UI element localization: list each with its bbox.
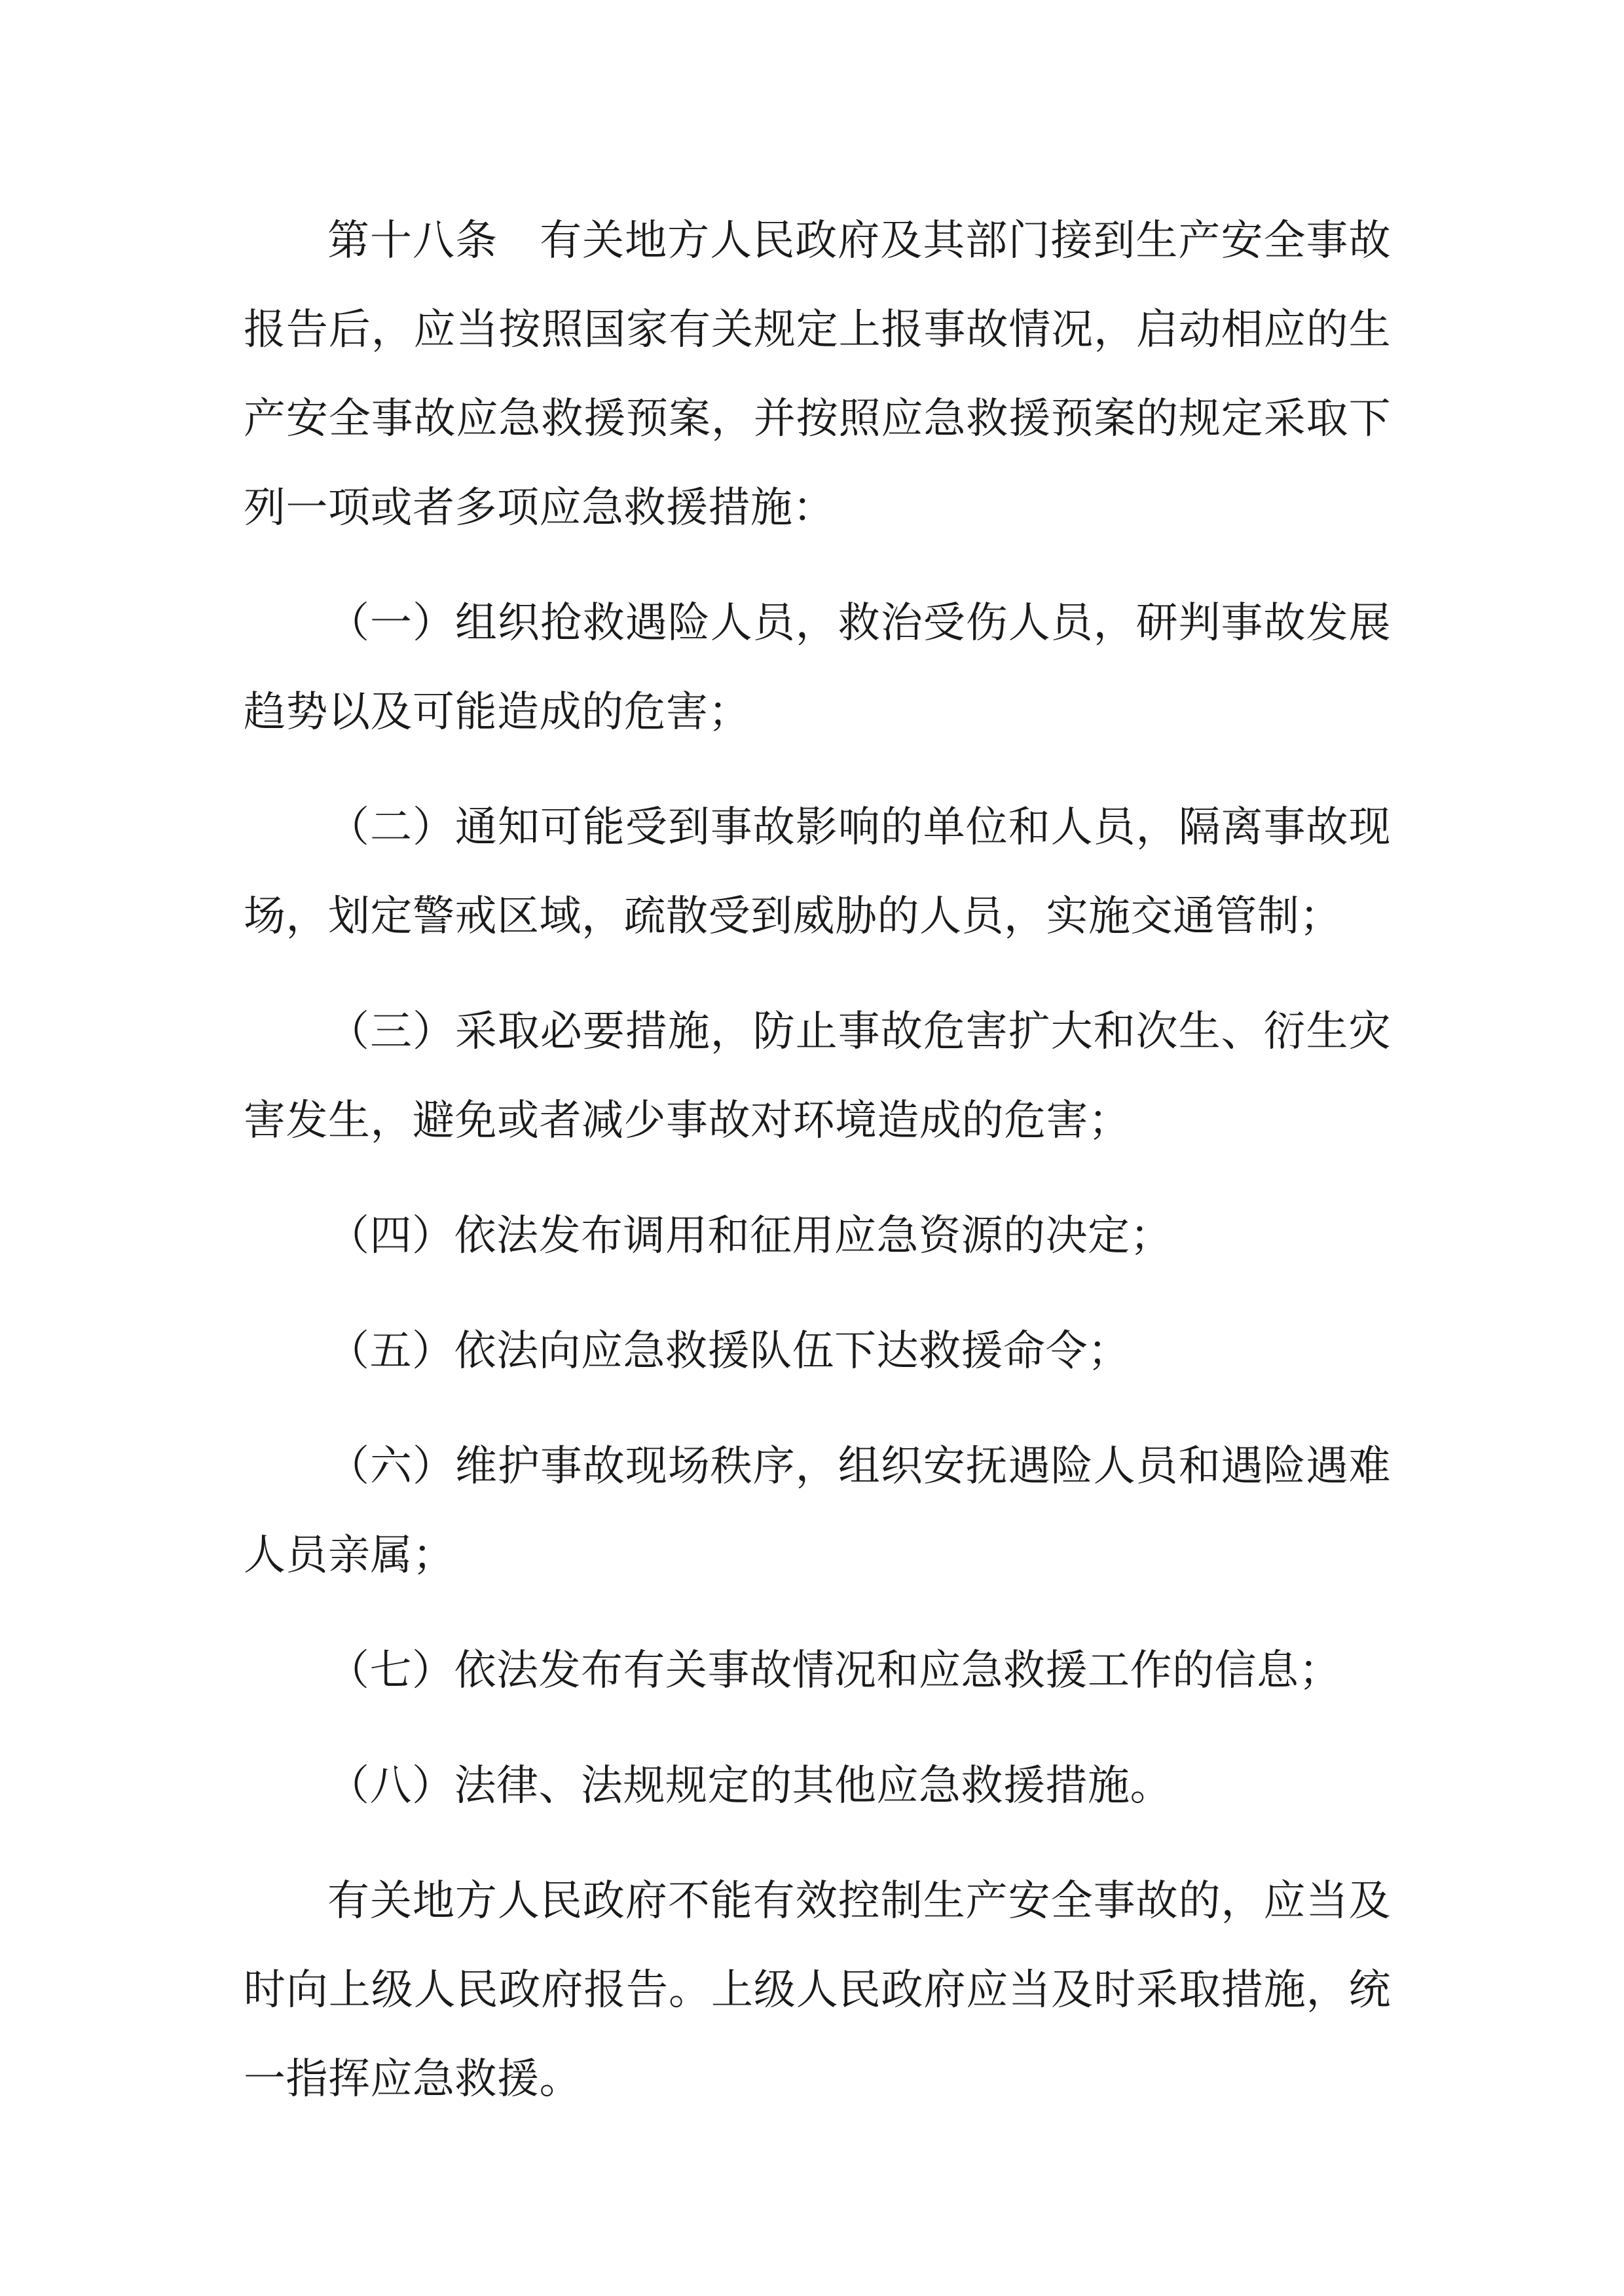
measure-item-6: （六）维护事故现场秩序，组织安抚遇险人员和遇险遇难人员亲属； <box>244 1442 1391 1580</box>
measure-item-5: （五）依法向应急救援队伍下达救援命令； <box>327 1327 1130 1376</box>
article-paragraph <box>244 196 1391 553</box>
document-page <box>244 196 1391 2124</box>
article-intro: 有关地方人民政府及其部门接到生产安全事故报告后，应当按照国家有关规定上报事故情况，启动相应的生产安全事故应急救援预案，并按照应急救援预案的规定采取下列一项或者多项应急救援措施： <box>244 217 1392 532</box>
measure-item-2: （二）通知可能受到事故影响的单位和人员，隔离事故现场，划定警戒区域，疏散受到威胁的人员，实施交通管制； <box>244 803 1391 941</box>
closing-paragraph: 有关地方人民政府不能有效控制生产安全事故的，应当及时向上级人民政府报告。上级人民政府应当及时采取措施，统一指挥应急救援。 <box>244 1877 1391 2104</box>
article-number: 第十八条 <box>327 217 498 265</box>
measure-item-3: （三）采取必要措施，防止事故危害扩大和次生、衍生灾害发生，避免或者减少事故对环境造成的危害； <box>244 1008 1391 1145</box>
measure-item-4: （四）依法发布调用和征用应急资源的决定； <box>327 1212 1172 1260</box>
measure-item-7: （七）依法发布有关事故情况和应急救援工作的信息； <box>327 1647 1341 1695</box>
measure-item-1: （一）组织抢救遇险人员，救治受伤人员，研判事故发展趋势以及可能造成的危害； <box>244 599 1391 737</box>
measure-item-8: （八）法律、法规规定的其他应急救援措施。 <box>327 1762 1172 1810</box>
